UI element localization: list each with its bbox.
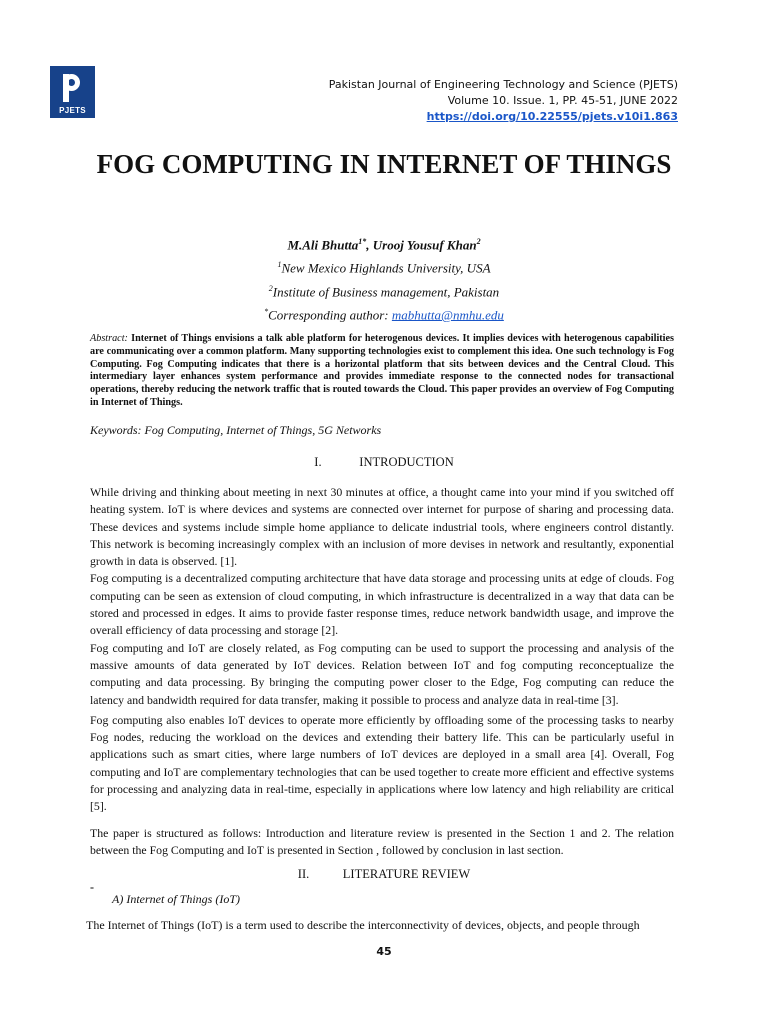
journal-name: Pakistan Journal of Engineering Technology and Science (PJETS) — [328, 78, 678, 91]
email-link[interactable]: mabhutta@nmhu.edu — [391, 307, 504, 323]
affiliation-1-text: New Mexico Highlands University, USA — [281, 260, 491, 276]
affiliation-1 — [0, 255, 768, 278]
section-title: LITERATURE REVIEW — [342, 867, 471, 881]
corresponding-label: Corresponding author: — [268, 307, 392, 323]
author-2: Urooj Yousuf Khan — [372, 237, 477, 253]
paragraph: Fog computing also enables IoT devices to operate more efficiently by offloading some of the processing tasks to nearby Fog nodes, reducing the workload on the devices and extending their battery life. This can be particularly useful in applications such as smart cities, where large numbers of IoT devices are deployed in a small area [4]. Overall, Fog computing and IoT are complementary technologies that can be used together to create more efficient and effective systems for processing and analyzing data in real-time, especially in applications where low latency and high reliability are critical [5]. — [90, 712, 674, 814]
author-block — [0, 232, 768, 325]
affiliation-2 — [0, 279, 768, 302]
body-last-line: The Internet of Things (IoT) is a term used to describe the interconnectivity of devices, objects, and people through — [86, 918, 640, 932]
paragraph: While driving and thinking about meeting in next 30 minutes at office, a thought came into your mind if you switched off heating system. IoT is where devices and systems are connected over internet for purpose of sharing and processing data. These devices and systems include simple home appliance to delicate industrial tools, where engineers control distantly. This network is becoming increasingly complex with an inclusion of more devises in network and resultantly, exponential growth in data is observed. [1]. — [90, 485, 674, 569]
abstract — [90, 333, 674, 410]
affiliation-2-text: Institute of Business management, Pakistan — [272, 283, 500, 299]
logo-p-bowl — [63, 74, 80, 91]
paper-title: FOG COMPUTING IN INTERNET OF THINGS — [96, 149, 672, 179]
page-number: 45 — [376, 945, 392, 958]
journal-volume: Volume 10. Issue. 1, PP. 45-51, JUNE 2022 — [447, 94, 678, 107]
journal-logo — [50, 66, 95, 118]
section-heading-introduction — [0, 455, 768, 470]
intro-paragraphs — [90, 484, 674, 859]
author-2-sup: 2 — [476, 237, 481, 246]
section-heading-literature-review — [0, 867, 768, 882]
paragraph: The paper is structured as follows: Introduction and literature review is presented in the Section 1 and 2. The relation between the Fog Computing and IoT is presented in Section , followed by conclusion in last section. — [90, 825, 674, 857]
section-title: INTRODUCTION — [359, 455, 454, 469]
stray-dash: - — [90, 880, 94, 894]
author-separator: , — [366, 237, 373, 253]
paragraph: Fog computing and IoT are closely related, as Fog computing can be used to support the processing and analysis of the massive amounts of data generated by IoT devices. Relation between IoT and fog computing reconceptualize the computing and data processing. By bringing the computing power closer to the Edge, Fog computing can reduce the latency and bandwidth required for data transfer, making it possible to process and analyze data in real-time [3]. — [90, 640, 674, 707]
author-names — [0, 232, 768, 255]
abstract-text: Internet of Things envisions a talk able platform for heterogenous devices. It implies devices with heterogenous capabilities are communicating over a common platform. Many supporting technologies exist to complement this idea. One such technology is Fog Computing. Fog Computing indicates that there is a horizontal platform that sits between devices and the Central Cloud. This intermediary layer enhances system performance and provides immediate response to the connected nodes for transactional operations, thereby reducing the network traffic that is routed towards the Cloud. This paper provides an overview of Fog Computing in Internet of Things. — [90, 333, 674, 408]
affiliation-1-sup: 1 — [277, 260, 282, 270]
subsection-heading: A) Internet of Things (IoT) — [112, 892, 240, 906]
logo-text: PJETS — [59, 106, 86, 115]
affiliation-2-sup: 2 — [268, 283, 273, 293]
keywords: Keywords: Fog Computing, Internet of Things, 5G Networks — [90, 423, 382, 437]
section-number: II. — [297, 867, 310, 881]
paragraph: Fog computing is a decentralized computing architecture that have data storage and processing units at edge of clouds. Fog computing can be seen as extension of cloud computing, in which infrastructure is decentralized in a way that data can be stored and processed in edges. It aims to provide faster response times, reduce network bandwidth usage, and improve the overall efficiency of data processing and storage [2]. — [90, 571, 674, 638]
section-number: I. — [314, 455, 322, 469]
corresponding-author — [0, 302, 768, 325]
corresponding-sup: * — [264, 306, 269, 316]
author-1: M.Ali Bhutta — [287, 237, 359, 253]
abstract-label: Abstract: — [90, 333, 128, 344]
doi-link[interactable]: https://doi.org/10.22555/pjets.v10i1.863 — [426, 110, 678, 123]
author-1-sup: 1* — [358, 237, 367, 246]
journal-header — [329, 77, 678, 125]
